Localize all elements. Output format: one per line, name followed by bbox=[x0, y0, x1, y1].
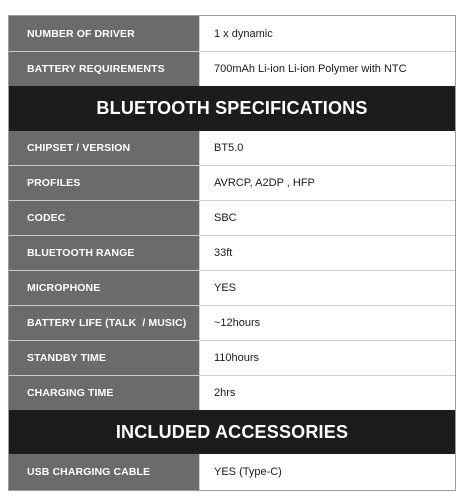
spec-value: 110hours bbox=[200, 341, 455, 375]
spec-row-usb-charging-cable bbox=[9, 454, 455, 490]
spec-value: BT5.0 bbox=[200, 131, 455, 165]
spec-label: PROFILES bbox=[9, 166, 200, 200]
spec-label: BATTERY REQUIREMENTS bbox=[9, 52, 200, 86]
spec-row-microphone bbox=[9, 271, 455, 305]
spec-row-codec bbox=[9, 201, 455, 235]
spec-row-number-of-driver bbox=[9, 16, 455, 51]
spec-row-chipset-version bbox=[9, 131, 455, 165]
spec-row-battery-requirements bbox=[9, 52, 455, 86]
spec-value: AVRCP, A2DP , HFP bbox=[200, 166, 455, 200]
spec-value: 700mAh Li-ion Li-ion Polymer with NTC bbox=[200, 52, 455, 86]
spec-value: YES bbox=[200, 271, 455, 305]
spec-label: USB CHARGING CABLE bbox=[9, 454, 200, 490]
section-header-bluetooth: BLUETOOTH SPECIFICATIONS bbox=[9, 86, 455, 131]
spec-row-battery-life bbox=[9, 306, 455, 340]
spec-value: ~12hours bbox=[200, 306, 455, 340]
spec-label: NUMBER OF DRIVER bbox=[9, 16, 200, 51]
spec-label: CHARGING TIME bbox=[9, 376, 200, 410]
spec-row-charging-time bbox=[9, 376, 455, 410]
spec-value: 33ft bbox=[200, 236, 455, 270]
spec-value: YES (Type-C) bbox=[200, 454, 455, 490]
spec-value: 1 x dynamic bbox=[200, 16, 455, 51]
spec-row-standby-time bbox=[9, 341, 455, 375]
spec-label: BATTERY LIFE (TALK / MUSIC) bbox=[9, 306, 200, 340]
spec-value: 2hrs bbox=[200, 376, 455, 410]
spec-row-bluetooth-range bbox=[9, 236, 455, 270]
spec-table bbox=[8, 15, 456, 491]
spec-label: BLUETOOTH RANGE bbox=[9, 236, 200, 270]
spec-label: STANDBY TIME bbox=[9, 341, 200, 375]
section-header-accessories: INCLUDED ACCESSORIES bbox=[9, 410, 455, 454]
spec-label: MICROPHONE bbox=[9, 271, 200, 305]
spec-label: CHIPSET / VERSION bbox=[9, 131, 200, 165]
spec-value: SBC bbox=[200, 201, 455, 235]
spec-label: CODEC bbox=[9, 201, 200, 235]
spec-row-profiles bbox=[9, 166, 455, 200]
